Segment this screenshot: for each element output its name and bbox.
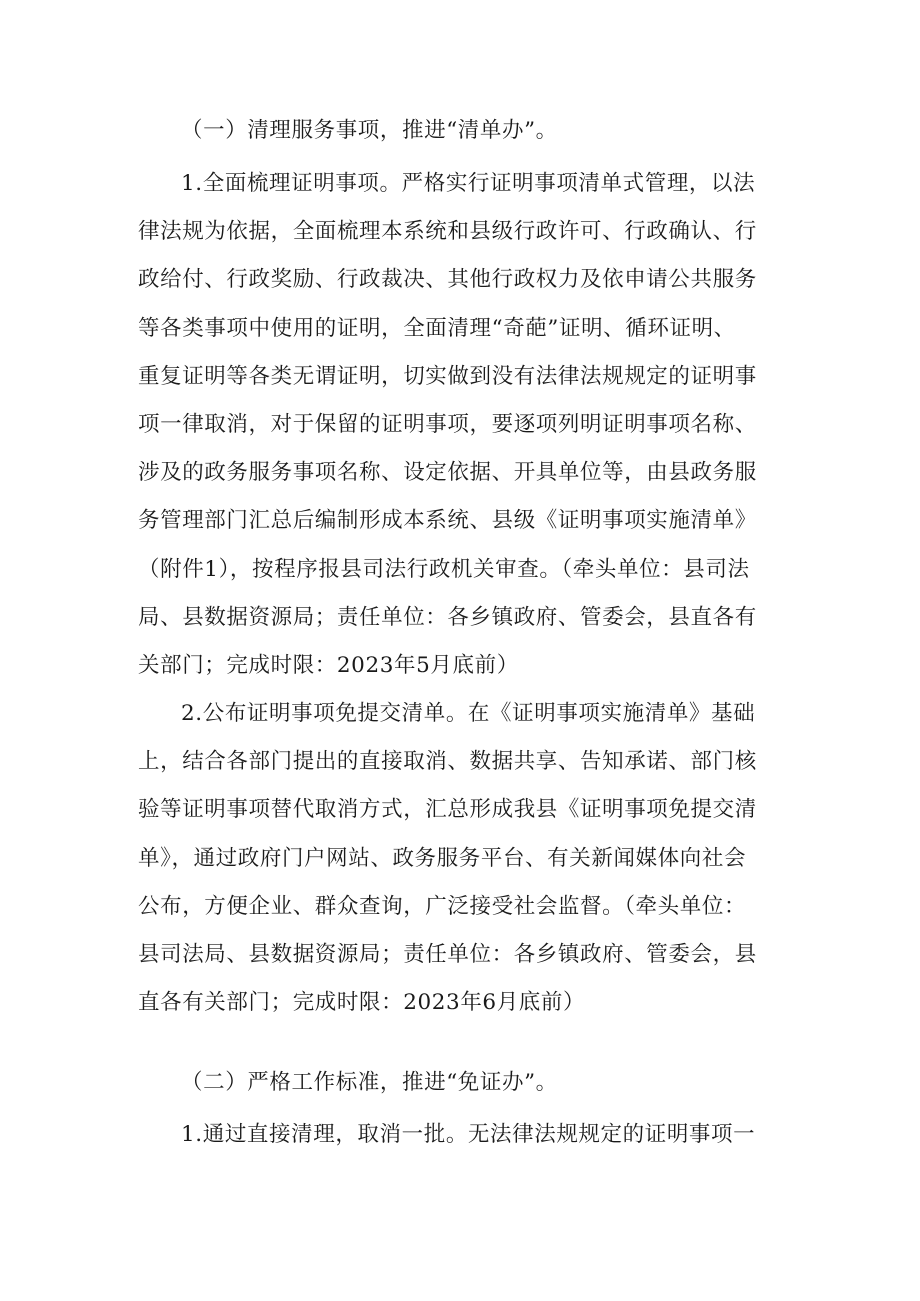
text-line: 关部门；完成时限：2023年5月底前） bbox=[138, 653, 519, 679]
section-2-item-1 bbox=[138, 1111, 790, 1159]
text-line: 1.通过直接清理，取消一批。无法律法规规定的证明事项一 bbox=[181, 1122, 756, 1147]
text-line: 务管理部门汇总后编制形成本系统、县级《证明事项实施清单》 bbox=[138, 508, 757, 534]
text-line: 单》，通过政府门户网站、政务服务平台、有关新闻媒体向社会 bbox=[138, 845, 747, 871]
text-line: 律法规为依据，全面梳理本系统和县级行政许可、行政确认、行 bbox=[138, 219, 757, 245]
text-line: 涉及的政务服务事项名称、设定依据、开具单位等，由县政务服 bbox=[138, 460, 757, 486]
text-line: 1.全面梳理证明事项。严格实行证明事项清单式管理，以法 bbox=[181, 171, 756, 196]
section-1-item-1 bbox=[138, 160, 790, 690]
text-line: 局、县数据资源局；责任单位：各乡镇政府、管委会，县直各有 bbox=[138, 604, 757, 630]
section-1-heading: （一）清理服务事项，推进“清单办”。 bbox=[181, 118, 558, 143]
text-line: 政给付、行政奖励、行政裁决、其他行政权力及依申请公共服务 bbox=[138, 267, 757, 293]
text-line: （附件1），按程序报县司法行政机关审查。（牵头单位：县司法 bbox=[138, 556, 750, 582]
section-1-item-2 bbox=[138, 690, 790, 1027]
text-line: 重复证明等各类无谓证明，切实做到没有法律法规规定的证明事 bbox=[138, 363, 757, 389]
text-line: 验等证明事项替代取消方式，汇总形成我县《证明事项免提交清 bbox=[138, 797, 757, 823]
text-line: 公布，方便企业、群众查询，广泛接受社会监督。（牵头单位： bbox=[138, 893, 747, 919]
text-line: 2.公布证明事项免提交清单。在《证明事项实施清单》基础 bbox=[181, 701, 756, 726]
text-line: 等各类事项中使用的证明，全面清理“奇葩”证明、循环证明、 bbox=[138, 315, 736, 341]
text-line: 上，结合各部门提出的直接取消、数据共享、告知承诺、部门核 bbox=[138, 749, 757, 775]
text-line: 县司法局、县数据资源局；责任单位：各乡镇政府、管委会，县 bbox=[138, 942, 757, 968]
text-line: 直各有关部门；完成时限：2023年6月底前） bbox=[138, 990, 586, 1016]
text-line: 项一律取消，对于保留的证明事项，要逐项列明证明事项名称、 bbox=[138, 412, 757, 438]
section-2-heading: （二）严格工作标准，推进“免证办”。 bbox=[181, 1070, 558, 1095]
